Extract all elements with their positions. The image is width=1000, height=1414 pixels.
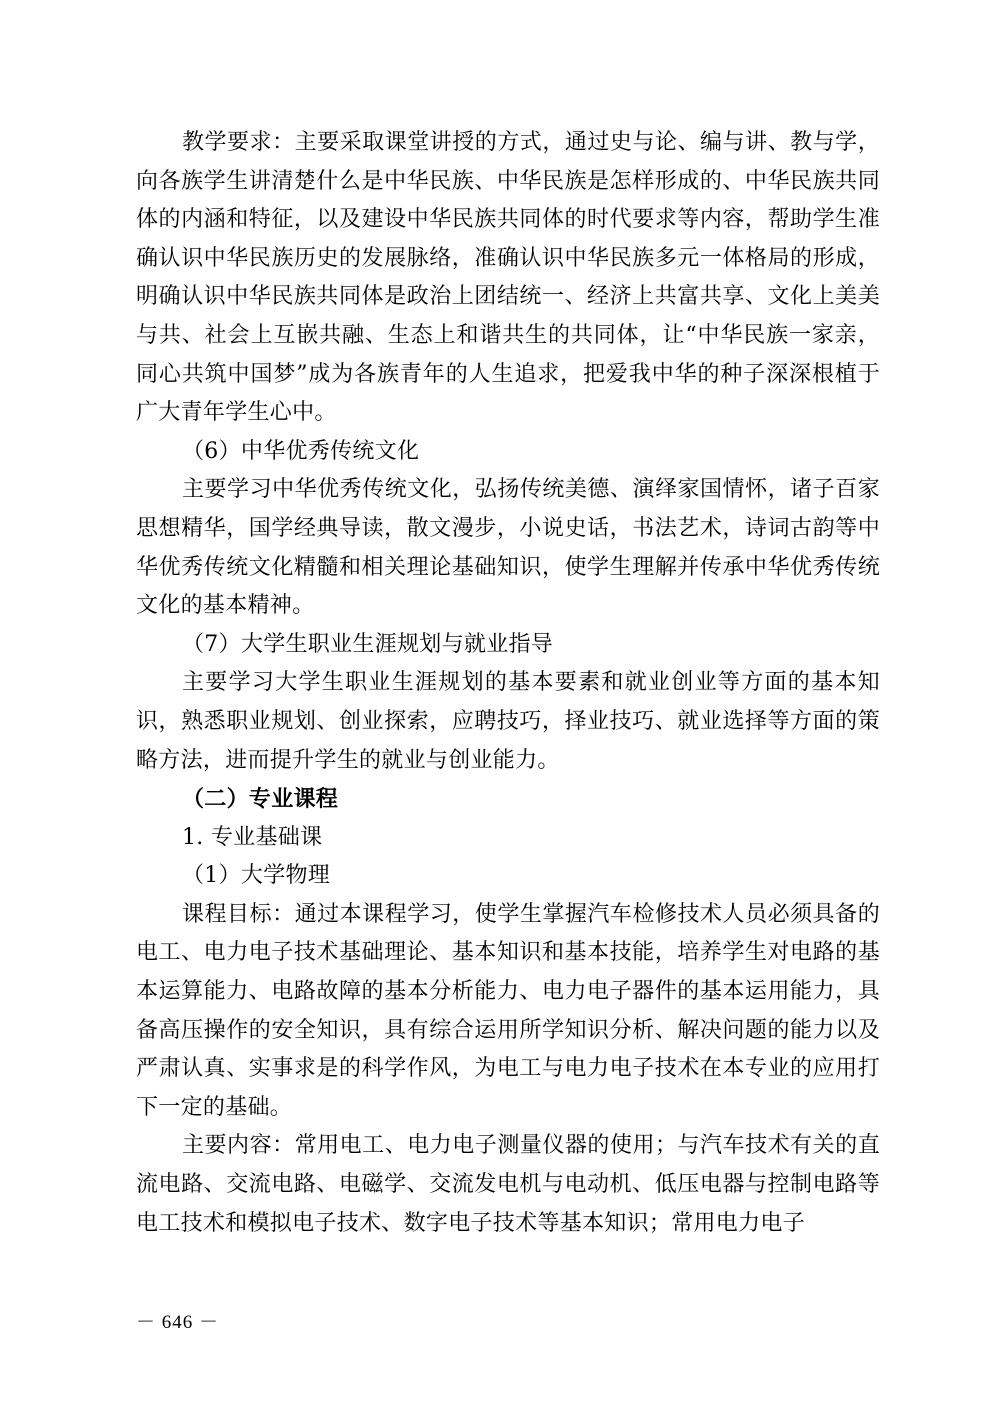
subheading-traditional-culture: （6）中华优秀传统文化	[182, 438, 420, 464]
page-number: － 646 －	[136, 1312, 220, 1333]
paragraph-main-content: 主要内容：常用电工、电力电子测量仪器的使用；与汽车技术有关的直流电路、交流电路、电磁学、交流发电机与电动机、低压电器与控制电路等电工技术和模拟电子技术、数字电子技术等基本知识；常用电力电子	[136, 1133, 880, 1236]
paragraph-teaching-requirements: 教学要求：主要采取课堂讲授的方式，通过史与论、编与讲、教与学，向各族学生讲清楚什么是中华民族、中华民族是怎样形成的、中华民族共同体的内涵和特征，以及建设中华民族共同体的时代要求等内容，帮助学生准确认识中华民族历史的发展脉络，准确认识中华民族多元一体格局的形成，明确认识中华民族共同体是政治上团结统一、经济上共富共享、文化上美美与共、社会上互嵌共融、生态上和谐共生的共同体，让“中华民族一家亲，同心共筑中国梦”成为各族青年的人生追求，把爱我中华的种子深深根植于广大青年学生心中。	[136, 130, 880, 426]
subheading-career-planning: （7）大学生职业生涯规划与就业指导	[182, 631, 554, 657]
section-heading-professional-courses: （二）专业课程	[182, 786, 339, 813]
subheading-college-physics: （1）大学物理	[182, 863, 331, 889]
paragraph-course-objectives: 课程目标：通过本课程学习，使学生掌握汽车检修技术人员必须具备的电工、电力电子技术基础理论、基本知识和基本技能，培养学生对电路的基本运算能力、电路故障的基本分析能力、电力电子器件的基本运用能力，具备高压操作的安全知识，具有综合运用所学知识分析、解决问题的能力以及严肃认真、实事求是的科学作风，为电工与电力电子技术在本专业的应用打下一定的基础。	[136, 901, 880, 1120]
paragraph-career-planning: 主要学习大学生职业生涯规划的基本要素和就业创业等方面的基本知识，熟悉职业规划、创业探索，应聘技巧，择业技巧、就业选择等方面的策略方法，进而提升学生的就业与创业能力。	[136, 670, 880, 773]
paragraph-traditional-culture: 主要学习中华优秀传统文化，弘扬传统美德、演绎家国情怀，诸子百家思想精华，国学经典导读，散文漫步，小说史话，书法艺术，诗词古韵等中华优秀传统文化精髓和相关理论基础知识，使学生理解并传承中华优秀传统文化的基本精神。	[136, 477, 880, 619]
page-body	[136, 124, 880, 1243]
subheading-professional-foundation: 1. 专业基础课	[182, 824, 323, 850]
